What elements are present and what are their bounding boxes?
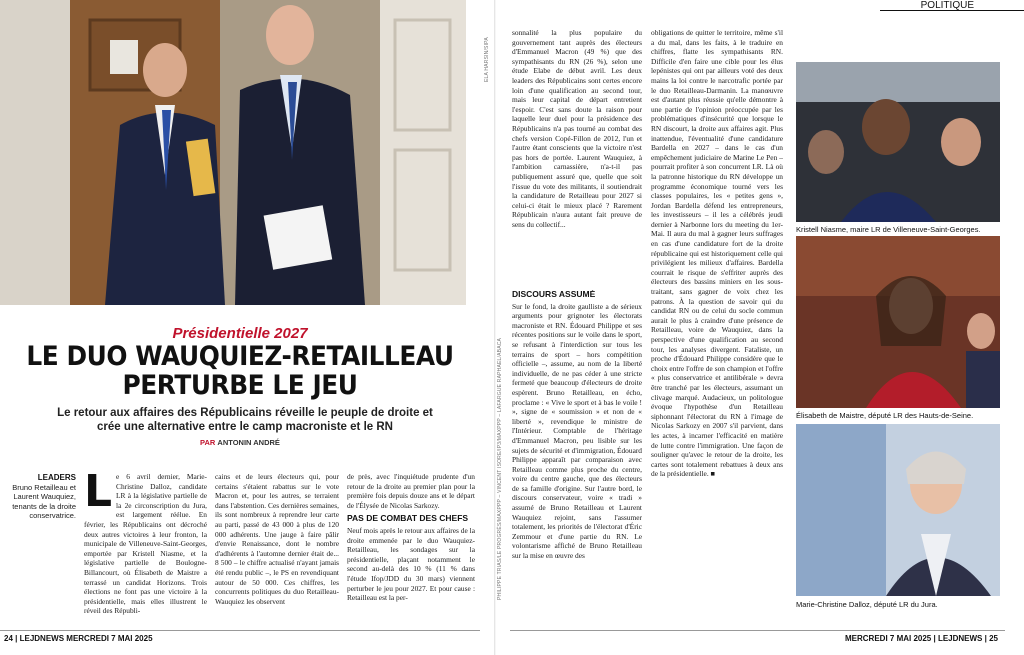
- byline: [0, 438, 480, 447]
- subhead-pas-de-combat: PAS DE COMBAT DES CHEFS: [347, 513, 469, 524]
- byline-prefix: PAR: [200, 438, 216, 447]
- column-3-text-b: Neuf mois après le retour aux affaires de la droite emmenée par le duo Wauquiez-Retailleau, les sondages sur la présidentielle, plaçant notamment le second au-delà des 10 % (11 % dans l'étude Ifop/JDD du 30 mars) viennent perturber le jeu pour 2027. Et pour cause : Retailleau est la per-: [347, 525, 475, 603]
- photo-credit: ELA HARSIN/SIPA: [484, 37, 490, 82]
- headline-line-2: PERTURBE LE JEU: [122, 370, 358, 401]
- section-label: POLITIQUE: [880, 0, 1024, 11]
- right-column-1-text-b: Sur le fond, la droite gaulliste a de sérieux arguments pour grignoter les électorats macroniste et RN. Édouard Philippe et ses récentes positions sur le voile dans le sport, se refusant à l'interdiction sur tous les terrains de sport – hors compétition officielle –, assume, au nom de la liberté individuelle, de ne pas céder à une stricte fermeté que beaucoup d'électeurs de droite espèrent. Bruno Retailleau, en écho, proclame : « Vive le sport et à bas le voile ! », signe de « soumission » et non de « liberté », revendique le ministre de l'Intérieur. Comptable de l'héritage d'Emmanuel Macron, peu lisible sur les sujets de sécurité et d'immigration, Édouard Philippe apparaît par comparaison avec Retailleau comme plus proche du centre, voire du centre gauche, que des électeurs de sa famille d'origine. Sur l'autre bord, le discours conservateur, voire « tradi » assumé de Bruno Retailleau et Laurent Wauquiez rejoint, sans l'assumer totalement, les priorités de l'électorat d'Éric Zemmour et d'une partie du RN. Le volontarisme affiché de Bruno Retailleau sur la mise en œuvre des: [512, 301, 642, 561]
- folio-left: 24 | LEJDNEWS MERCREDI 7 MAI 2025: [4, 634, 153, 643]
- headline-line-1: LE DUO WAUQUIEZ-RETAILLEAU: [26, 341, 454, 372]
- page-gutter: [494, 0, 496, 655]
- dropcap: L: [84, 472, 113, 517]
- page-number: 24: [4, 634, 13, 643]
- article-column-1: [84, 472, 207, 622]
- paper-name: LEJDNEWS: [19, 634, 65, 643]
- column-3-text-a: de près, avec l'inquiétude prudente d'un retour de la droite au premier plan pour la première fois depuis douze ans et le départ de l'Élysée de Nicolas Sarkozy.: [347, 472, 475, 510]
- right-photo-credit: PHILIPPE TRIAS/LE PROGRÈS/MAXPPP – VINCENT ISORE/IP3/MAXPPP – LAFARGUE RAPHAEL/ABACA: [497, 337, 503, 600]
- left-page: [0, 0, 495, 655]
- dalloz-photo: [796, 424, 1000, 596]
- issue-date-right: MERCREDI 7 MAI 2025: [845, 634, 932, 643]
- photo-de-maistre: [796, 236, 1000, 408]
- right-column-1-text-a: sonnalité la plus populaire du gouvernement tant auprès des électeurs d'Emmanuel Macron (49 %) que des sympathisants du RN (26 %), selon une étude Elabe de début avril. Les deux leaders des Républicains sont certes encore loin d'une qualification au second tour, mais leur capital de départ entretient l'espoir. C'est sans doute la raison pour laquelle leur duel pour la présidence des Républicains n'a pas tourné au combat des chefs version Copé-Fillon de 2012, l'un et l'autre étant conscients que la victoire n'est pas hors de portée. Laurent Wauquiez, à l'ambition carnassière, n'a-t-il pas publiquement assuré que, quelle que soit l'issue du vote des militants, il soutiendrait la candidature de Retailleau pour 2027 si celui-ci était le mieux placé ? Rarement Républicain n'aura autant fait preuve de sens du collectif...: [512, 28, 642, 229]
- kicker: Présidentielle 2027: [172, 325, 308, 342]
- caption-text: Bruno Retailleau et Laurent Wauquiez, tenants de la droite conservatrice.: [12, 482, 76, 520]
- byline-author: ANTONIN ANDRÉ: [217, 438, 280, 447]
- column-1-text: e 6 avril dernier, Marie-Christine Dalloz, candidate LR à la législative partielle de la 2e circonscription du Jura, est largement réélue. En février, les Républicains ont décroché deux autres victoires à leur fronton, la municipale de Villeneuve-Saint-Georges, emportée par Kristell Niasme, et la législative partielle de Boulogne-Billancourt, où Élisabeth de Maistre a terrassé un candidat Horizons. Trois élections ne font pas une victoire à la présidentielle, mais elles illustrent le réveil des Républi-: [84, 472, 207, 616]
- caption-niasme: Kristell Niasme, maire LR de Villeneuve-Saint-Georges.: [796, 225, 981, 234]
- caption-de-maistre: Élisabeth de Maistre, député LR des Hauts-de-Seine.: [796, 411, 974, 420]
- caption-dalloz: Marie-Christine Dalloz, député LR du Jura.: [796, 600, 938, 609]
- page-number-right: 25: [989, 634, 998, 643]
- folio-rule-right: [510, 630, 1005, 631]
- paper-name-right: LEJDNEWS: [937, 634, 983, 643]
- subtitle: Le retour aux affaires des Républicains réveille le peuple de droite et crée une alternative entre le camp macroniste et le RN: [57, 407, 433, 433]
- article-column-3: [347, 472, 475, 622]
- issue-date: MERCREDI 7 MAI 2025: [66, 634, 153, 643]
- photo-niasme: [796, 62, 1000, 222]
- folio-right: MERCREDI 7 MAI 2025 | LEJDNEWS | 25: [845, 634, 998, 643]
- headline: [19, 342, 461, 400]
- lead-photo: [0, 0, 466, 305]
- caption-head: LEADERS: [37, 473, 76, 482]
- photo-caption: [6, 473, 76, 521]
- subhead-discours-assume: DISCOURS ASSUMÉ: [512, 290, 596, 299]
- folio-rule: [0, 630, 480, 631]
- right-column-1-top: [512, 28, 642, 284]
- column-2-text: cains et de leurs électeurs qui, pour certains s'étaient rabattus sur le vote Macron et, pour les autres, se terraient dans l'abstention. Ces dernières semaines, ils sont nombreux à reprendre leur carte au parti, passé de 43 000 à plus de 120 000 adhérents. Une jauge à faire pâlir d'envie Renaissance, dont le nombre d'adhérents à l'automne dernier était de... 8 500 – le chiffre actualisé n'ayant jamais été rendu public –, le PS en revendiquant autour de 50 000. Ces chiffres, les concurrents politiques du duo Retailleau-Wauquiez les observent: [215, 472, 339, 606]
- niasme-photo: [796, 62, 1000, 222]
- retailleau-wauquiez-photo: [0, 0, 466, 305]
- de-maistre-photo: [796, 236, 1000, 408]
- right-column-1-bottom: [512, 290, 642, 615]
- photo-dalloz: [796, 424, 1000, 596]
- right-column-2-text: obligations de quitter le territoire, même s'il a du mal, dans les faits, à le traduire en chiffres, flatte les sympathisants RN. Difficile d'en faire une cible pour les élus lepénistes qui ont par ailleurs voté des deux mains la loi contre le narcotrafic portée par le duo Retailleau-Darmanin. La manœuvre est d'autant plus réussie qu'elle démontre à une partie de l'opinion préoccupée par les problématiques d'insécurité que lorsque le RN discourt, la droite aux affaires agit. Plus inattendue, l'éventualité d'une candidature Bardella en 2027 – dans le cas d'un empêchement judiciaire de Marine Le Pen – pourrait profiter à son concurrent LR. Là où la patronne historique du RN développe un programme économique tourné vers les classes populaires, les « petites gens », Jordan Bardella défend les entrepreneurs, les investisseurs – il les a célébrés jeudi dernier à Narbonne lors du meeting du 1er-Mai. Il aura du mal à gagner leurs suffrages en cas d'une candidature fort de la droite républicaine qui est historiquement celle qui privilégient les milieux d'affaires. Bardella courrait le risque de s'effriter auprès des électeurs des bassins miniers en les sous-traitant, sans gagner de voix chez les patrons. À la question de savoir qui du candidat RN ou de celui du socle commun aurait le plus à craindre d'une présence de Retailleau, voire de Wauquiez, dans la perspective d'une qualification au second tour, les analyses divergent. Fataliste, un proche d'Édouard Philippe considère que le choix entre l'offre de son champion et l'offre « plus conservatrice et antilibérale » devra être tranché par les électeurs, assumant un clivage marqué. Audacieux, un politologue évoque l'hypothèse d'un Retailleau siphonnant l'électorat du RN à l'image de Nicolas Sarkozy en 2007 s'il parvient, dans les actes, à incarner l'efficacité en matière de lutte contre l'immigration. Une façon de souligner qu'avec le retour de la droite, les cartes sont totalement rebattues à deux ans de la présidentielle. ■: [651, 28, 783, 479]
- right-column-2: [651, 28, 783, 615]
- article-column-2: [215, 472, 339, 622]
